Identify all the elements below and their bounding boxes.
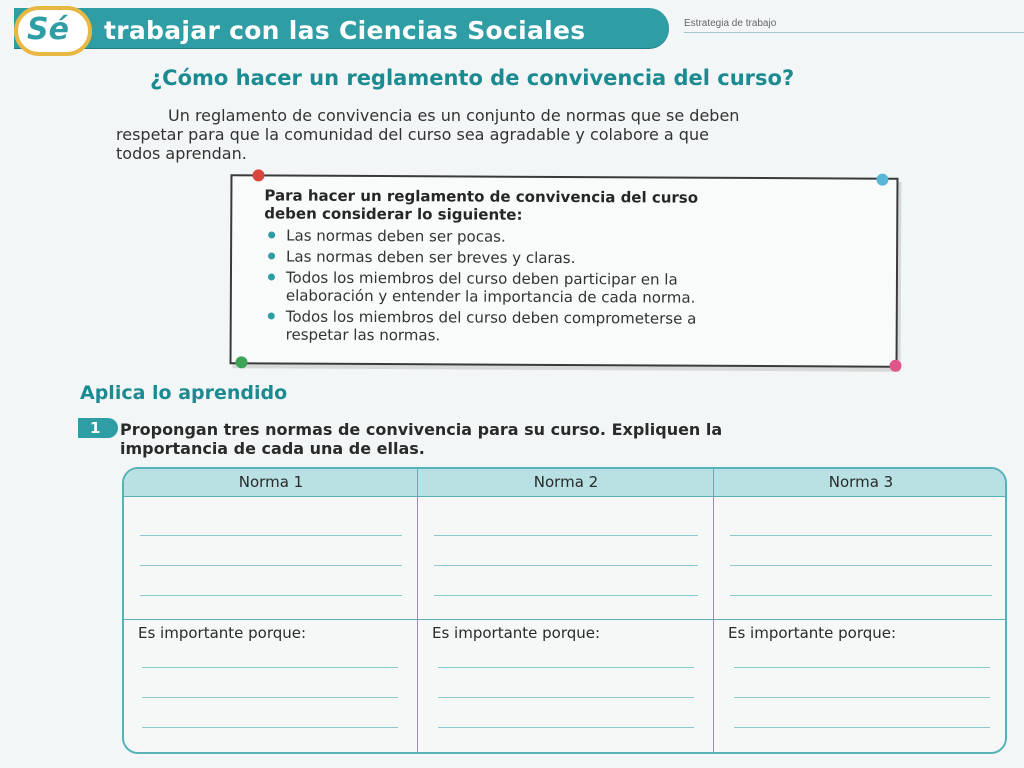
list-item (264, 247, 864, 268)
intro-line-2: respetar para que la comunidad del curso sea agradable y colabore a que (116, 125, 709, 144)
list-item (264, 307, 864, 346)
apply-heading: Aplica lo aprendido (80, 382, 288, 404)
pink-pin-icon (889, 360, 901, 372)
reason-label-3: Es importante porque: (728, 624, 897, 642)
reason-1-write-line[interactable] (142, 697, 398, 698)
norm-1-write-line[interactable] (140, 535, 402, 536)
row-divider (124, 619, 1005, 620)
intro-line-3: todos aprendan. (116, 144, 247, 163)
activity-line-1: Propongan tres normas de convivencia para su curso. Expliquen la (120, 420, 723, 439)
list-item-text-cont: elaboración y entender la importancia de cada norma. (285, 286, 696, 307)
intro-line-1: Un reglamento de convivencia es un conjunto de normas que se deben (168, 106, 740, 125)
note-heading-line-1: Para hacer un reglamento de convivencia del curso (264, 186, 699, 207)
red-pin-icon (252, 169, 264, 181)
intro-paragraph (116, 106, 936, 163)
reason-1-write-line[interactable] (142, 667, 398, 668)
column-divider (417, 469, 418, 752)
column-header-norma-2: Norma 2 (533, 473, 599, 491)
activity-number-tab (78, 418, 118, 438)
reason-2-write-line[interactable] (438, 727, 694, 728)
norm-2-write-line[interactable] (434, 595, 698, 596)
activity-instructions (120, 420, 920, 458)
reason-3-write-line[interactable] (734, 727, 990, 728)
norms-table (122, 467, 1007, 754)
norm-3-write-line[interactable] (730, 535, 992, 536)
section-label: Estrategia de trabajo (684, 18, 777, 29)
norm-2-write-line[interactable] (434, 565, 698, 566)
header-title: trabajar con las Ciencias Sociales (104, 16, 586, 45)
column-header-norma-3: Norma 3 (828, 473, 894, 491)
norm-2-write-line[interactable] (434, 535, 698, 536)
main-question: ¿Cómo hacer un reglamento de convivencia del curso? (150, 66, 795, 90)
reason-2-write-line[interactable] (438, 667, 694, 668)
green-pin-icon (235, 356, 247, 368)
reason-2-write-line[interactable] (438, 697, 694, 698)
reason-3-write-line[interactable] (734, 667, 990, 668)
norm-3-write-line[interactable] (730, 595, 992, 596)
se-badge-text: Sé (27, 12, 69, 47)
reason-3-write-line[interactable] (734, 697, 990, 698)
bullet-icon (268, 231, 275, 238)
note-list (264, 226, 865, 349)
bullet-icon (268, 273, 275, 280)
list-item-text: Todos los miembros del curso deben participar en la (285, 268, 678, 289)
list-item-text-cont: respetar las normas. (285, 325, 441, 345)
note-heading (264, 186, 864, 225)
activity-line-2: importancia de cada una de ellas. (120, 439, 425, 458)
list-item-text: Las normas deben ser pocas. (286, 226, 506, 246)
column-divider (713, 469, 714, 752)
blue-pin-icon (876, 174, 888, 186)
note-heading-line-2: deben considerar lo siguiente: (264, 204, 523, 224)
list-item (264, 226, 864, 247)
activity-number: 1 (90, 419, 101, 437)
column-header-norma-1: Norma 1 (238, 473, 304, 491)
bullet-icon (268, 252, 275, 259)
reason-1-write-line[interactable] (142, 727, 398, 728)
norm-1-write-line[interactable] (140, 595, 402, 596)
reason-label-1: Es importante porque: (138, 624, 307, 642)
norm-3-write-line[interactable] (730, 565, 992, 566)
list-item (264, 268, 864, 307)
list-item-text: Todos los miembros del curso deben comprometerse a (285, 307, 697, 328)
norm-1-write-line[interactable] (140, 565, 402, 566)
reason-label-2: Es importante porque: (432, 624, 601, 642)
list-item-text: Las normas deben ser breves y claras. (286, 247, 576, 268)
section-rule (684, 32, 1024, 33)
bullet-icon (268, 312, 275, 319)
pinned-note (230, 174, 899, 367)
